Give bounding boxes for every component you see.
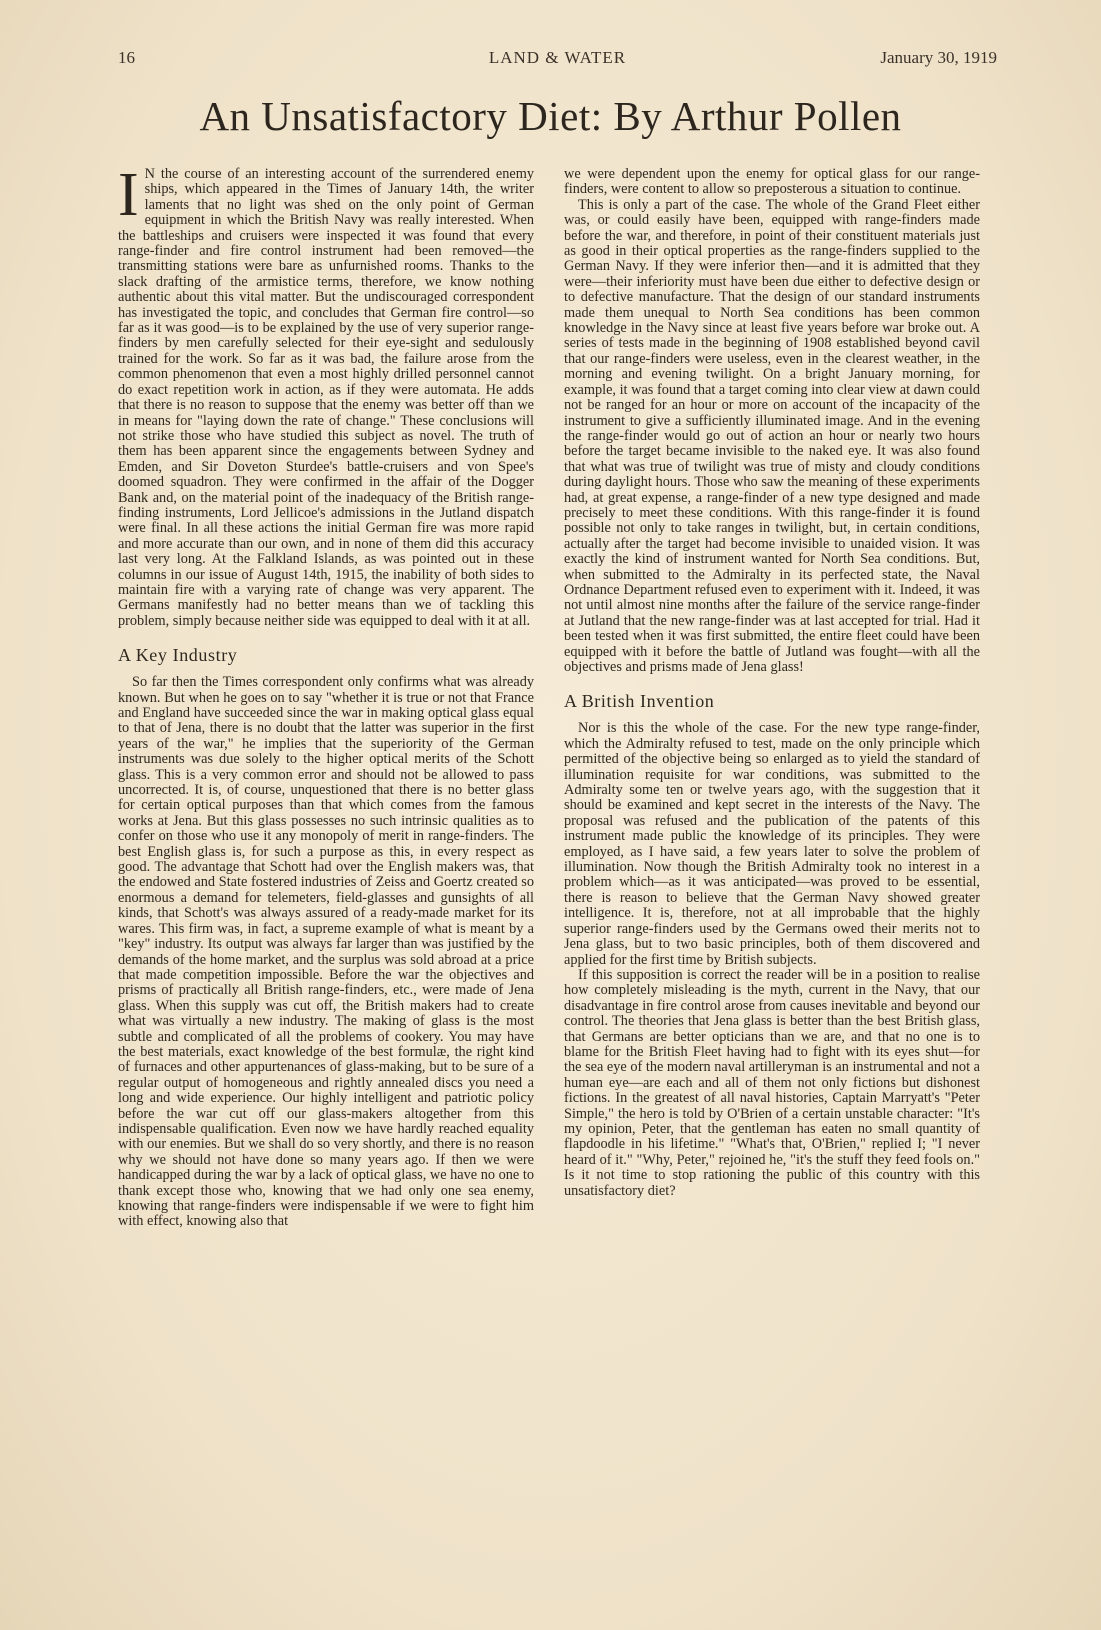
- drop-cap: I: [118, 161, 139, 229]
- paragraph: So far then the Times correspondent only confirms what was already known. But when he goes on to say "whether it is true or not that France and England have succeeded since the war in making optical glass equal to that of Jena, there is no doubt that the latter was superior in the first years of the war," he implies that the superiority of the German instruments was due solely to the higher optical merits of the Schott glass. This is a very common error and should not be allowed to pass uncorrected. It is, of course, unquestioned that there is no better glass for certain optical purposes than that which comes from the famous works at Jena. But this glass possesses no such intrinsic qualities as to confer on those who use it any monopoly of merit in range-finders. The best English glass is, for such a purpose as this, in every respect as good. The advantage that Schott had over the English makers was, that the endowed and State fostered industries of Zeiss and Goertz created so enormous a demand for telemeters, field-glasses and gunsights of all kinds, that Schott's was always assured of a ready-made market for its wares. This firm was, in fact, a supreme example of what is meant by a "key" industry. Its output was always far larger than was justified by the demands of the home market, and the surplus was sold abroad at a price that made competition impossible. Before the war the objectives and prisms of practically all British range-finders, etc., were made of Jena glass. When this supply was cut off, the British makers had to create what was virtually a new industry. The making of glass is the most subtle and complicated of all the problems of cookery. You may have the best materials, exact knowledge of the best formulæ, the right kind of furnaces and other appurtenances of glass-making, but to be sure of a regular output of homogeneous and rightly annealed discs you need a long and wide experience. Our highly intelligent and patriotic policy before the war cut off our glass-makers altogether from this indispensable qualification. Even now we have hardly reached equality with our enemies. But we shall do so very shortly, and there is no reason why we should not have done so many years ago. If then we were handicapped during the war by a lack of optical glass, we have no one to thank except those who, knowing that we had only one sea enemy, knowing that range-finders were indispensable if we were to fight him with effect, knowing also that: [118, 674, 534, 1230]
- paragraph: This is only a part of the case. The whole of the Grand Fleet either was, or could easily have been, equipped with range-finders made before the war, and therefore, in point of their constituent materials just as good in their optical properties as the range-finders supplied to the German Navy. If they were inferior then—and it is admitted that they were—their inferiority must have been due either to defective design or to defective manufacture. That the design of our standard instruments made them unequal to North Sea conditions has been common knowledge in the Navy since at least five years before war broke out. A series of tests made in the beginning of 1908 established beyond cavil that our range-finders were useless, even in the clearest weather, in the morning and evening twilight. On a bright January morning, for example, it was found that a target coming into clear view at dawn could not be ranged for an hour or more on account of the incapacity of the instrument to give a sufficiently illuminated image. And in the evening the range-finder would go out of action an hour or nearly two hours before the target became invisible to the naked eye. It was also found that what was true of twilight was true of misty and cloudy conditions during daylight hours. Those who saw the meaning of these experiments had, at great expense, a range-finder of a new type designed and made precisely to meet these conditions. With this range-finder it is found possible not only to take ranges in twilight, but, in certain conditions, actually after the target had become invisible to unaided vision. It was exactly the kind of instrument wanted for North Sea conditions. But, when submitted to the Admiralty in its perfected state, the Naval Ordnance Department refused even to experiment with it. Indeed, it was not until almost nine months after the failure of the service range-finder at Jutland that the new range-finder was at last accepted for trial. Had it been tested when it was first submitted, the entire fleet could have been equipped with it before the battle of Jutland was fought—with all the objectives and prisms made of Jena glass!: [564, 196, 980, 675]
- opening-paragraph: [118, 161, 534, 629]
- paragraph-text: N the course of an interesting account of the surrendered enemy ships, which appeared in the Times of January 14th, the writer laments that no light was shed on the only point of German equipment in which the British Navy was really interested. When the battleships and cruisers were inspected it was found that every range-finder and fire control instrument had been removed—the transmitting stations were bare as unfurnished rooms. Thanks to the slack drafting of the armistice terms, therefore, we know nothing authentic about this vital matter. But the undiscouraged correspondent has investigated the topic, and concludes that German fire control—so far as it was good—is to be explained by the use of very superior range-finders by men carefully selected for their eye-sight and sedulously trained for the work. So far as it was bad, the failure arose from the common phenomenon that even a most highly drilled personnel cannot do exact repetition work in action, as if they were automata. He adds that there is no reason to suppose that the enemy was better off than we in means for "laying down the rate of change." These conclusions will not strike those who have studied this subject as novel. The truth of them has been apparent since the engagements between Sydney and Emden, and Sir Doveton Sturdee's battle-cruisers and von Spee's doomed squadron. They were confirmed in the affair of the Dogger Bank and, on the material point of the inadequacy of the British range-finding instruments, Lord Jellicoe's admissions in the Jutland dispatch were final. In all these actions the initial German fire was more rapid and more accurate than our own, and in none of them did this accuracy last very long. At the Falkland Islands, as was pointed out in these columns in our issue of August 14th, 1915, the inability of both sides to maintain fire with a varying rate of change was very apparent. The Germans manifestly had no better means than we of tackling this problem, simply because neither side was equipped to deal with it at all.: [118, 166, 534, 629]
- section-heading-british-invention: A British Invention: [564, 691, 715, 712]
- article-title: An Unsatisfactory Diet: By Arthur Pollen: [199, 93, 902, 139]
- left-column: [118, 161, 534, 1230]
- right-column: [564, 167, 980, 1199]
- section-heading-key-industry: A Key Industry: [118, 645, 238, 666]
- paragraph: we were dependent upon the enemy for optical glass for our range-finders, were content to allow so preposterous a situation to continue.: [564, 166, 980, 198]
- page-number: 16: [118, 48, 135, 67]
- paragraph: Nor is this the whole of the case. For the new type range-finder, which the Admiralty refused to test, made on the only principle which permitted of the objective being so enlarged as to yield the standard of illumination requisite for war conditions, was submitted to the Admiralty some ten or twelve years ago, with the suggestion that it should be examined and kept secret in the interests of the Navy. The proposal was refused and the publication of the patents of this instrument made public the knowledge of its principles. They were employed, as I have said, a few years later to solve the problem of illumination. Now though the British Admiralty took no interest in a problem which—as it was anticipated—was proved to be essential, there is reason to believe that the German Navy showed greater intelligence. It is, therefore, not at all improbable that the highly superior range-finders used by the Germans owed their merits not to Jena glass, but to two basic principles, both of them discovered and applied for the first time by British subjects.: [564, 720, 980, 968]
- paragraph: If this supposition is correct the reader will be in a position to realise how completely misleading is the myth, current in the Navy, that our disadvantage in fire control arose from causes inevitable and beyond our control. The theories that Jena glass is better than the best British glass, that Germans are better opticians than we are, and that no one is to blame for the British Fleet having had to fight with its eyes shut—for the sea eye of the modern naval artilleryman is an instrumental and not a human eye—are each and all of them not only fictions but dishonest fictions. In the greatest of all naval histories, Captain Marryatt's "Peter Simple," the hero is told by O'Brien of a certain unstable character: "It's my opinion, Peter, that the gentleman has eaten no small quantity of flapdoodle in his lifetime." "What's that, O'Brien," replied I; "I never heard of it." "Why, Peter," rejoined he, "it's the stuff they feed fools on." Is it not time to stop rationing the public of this country with this unsatisfactory diet?: [564, 966, 980, 1199]
- issue-date: January 30, 1919: [880, 48, 997, 67]
- publication-name: LAND & WATER: [488, 48, 627, 67]
- running-head: [118, 48, 997, 74]
